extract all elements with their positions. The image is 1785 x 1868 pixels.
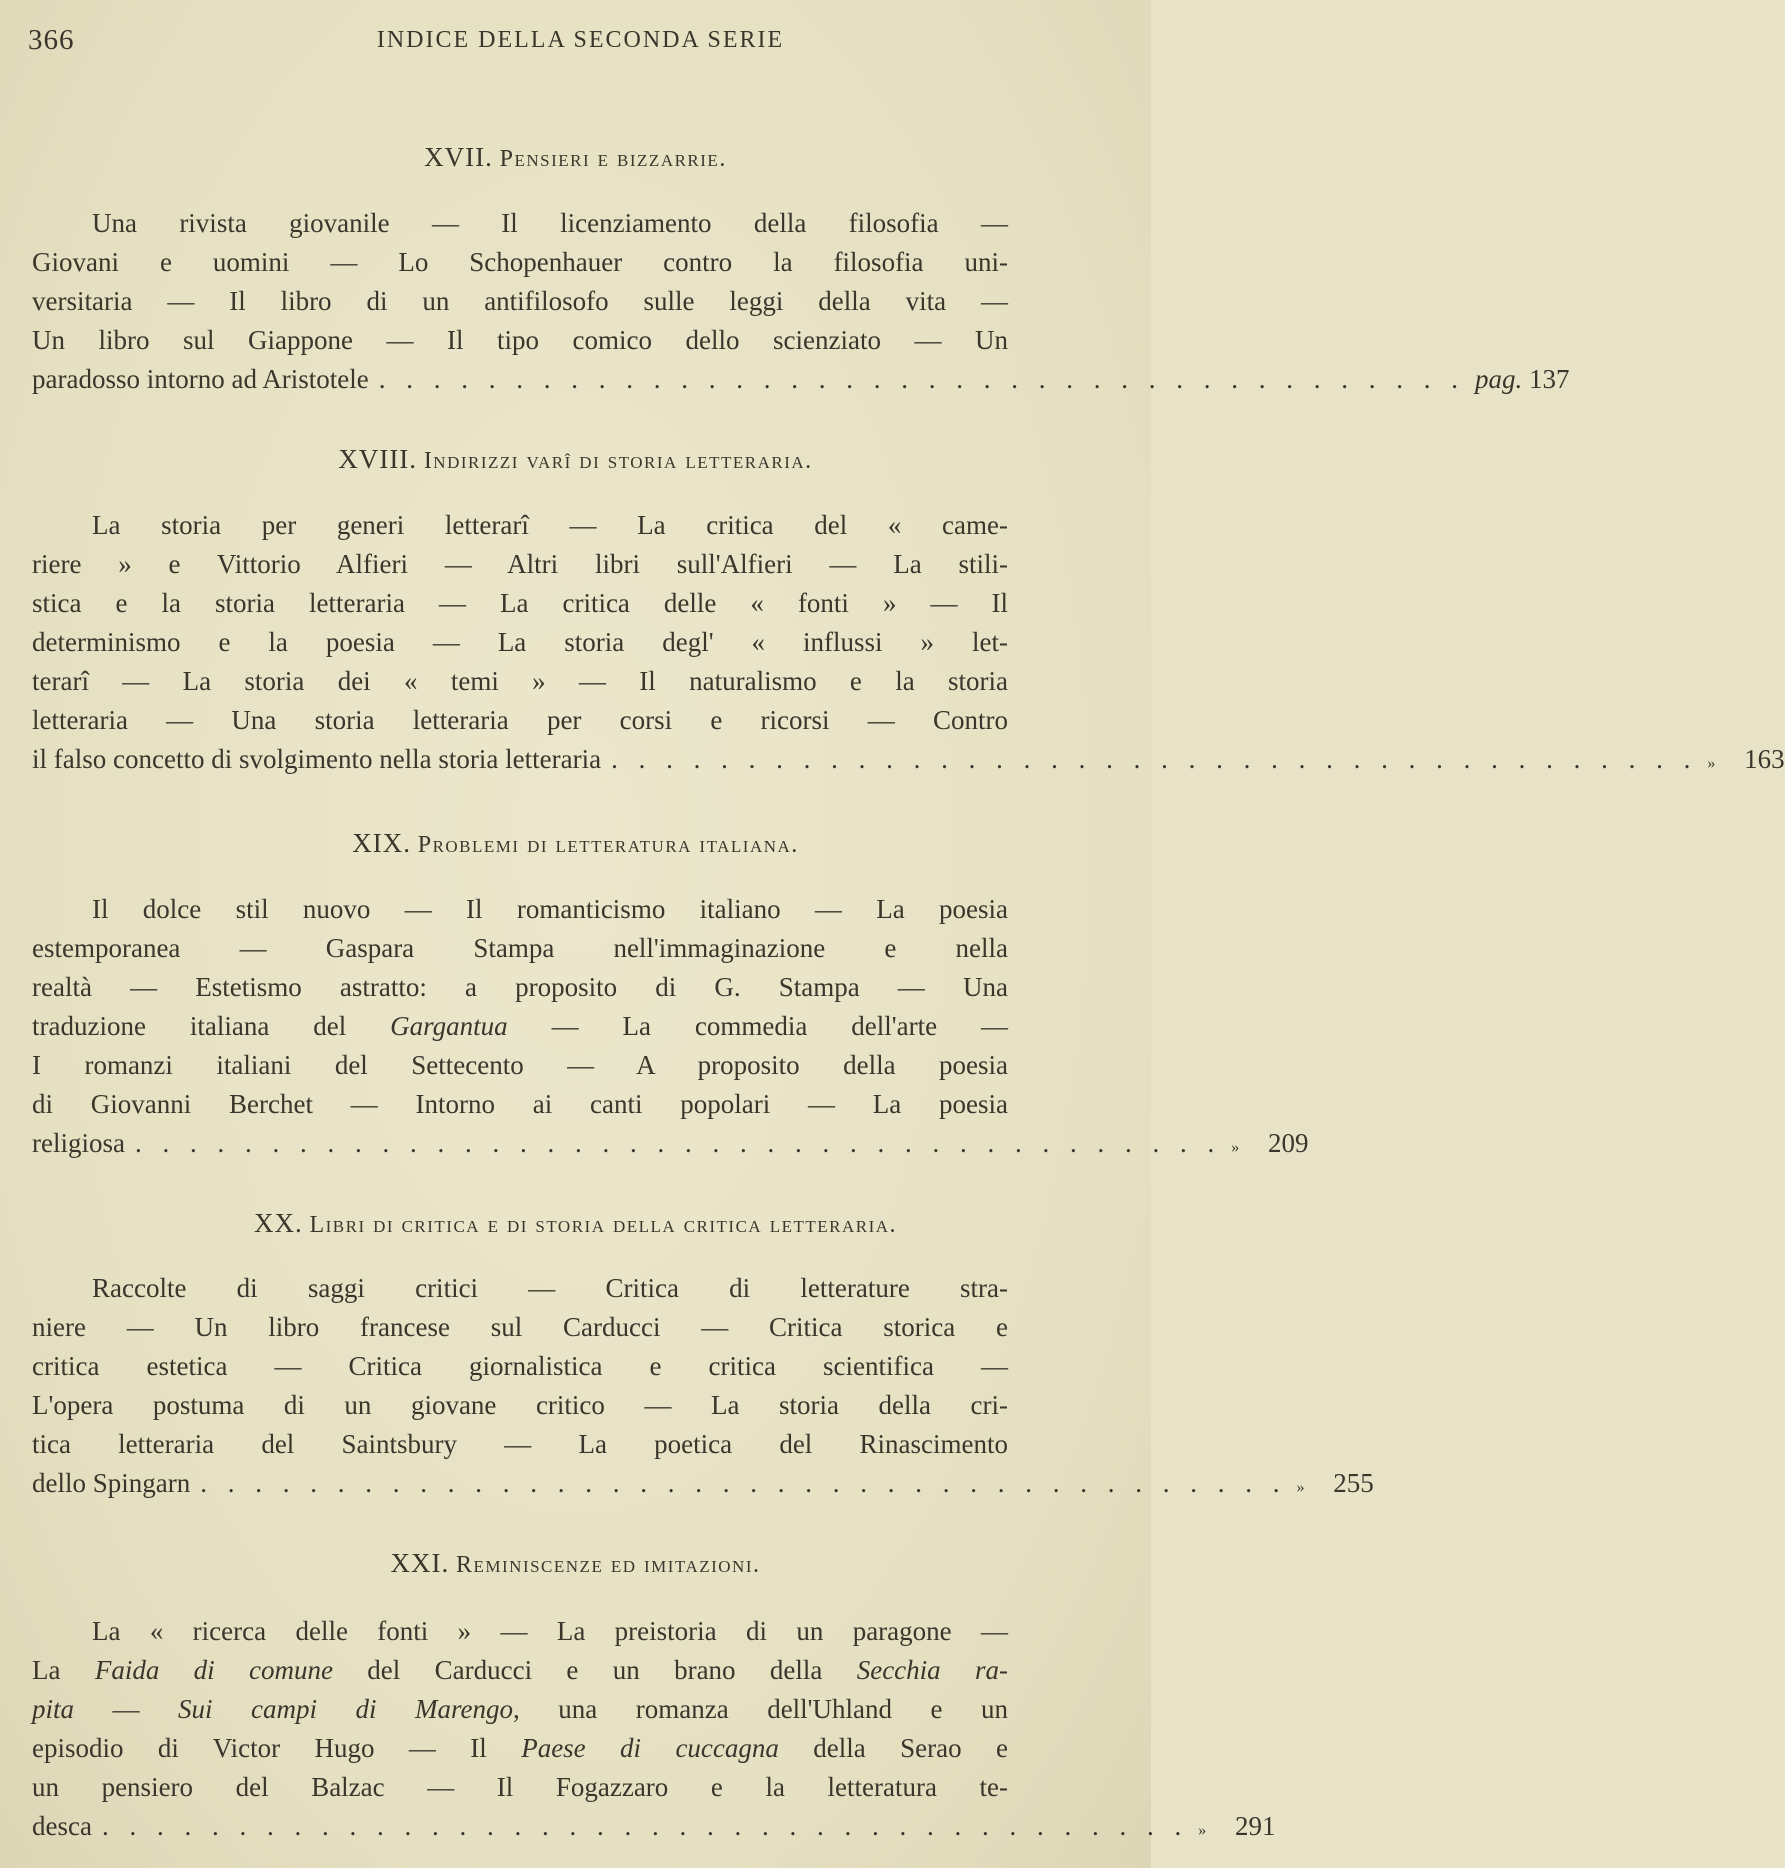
- section-title: Pensieri e bizzarrie.: [499, 146, 727, 172]
- page-reference-mark: »: [1231, 1139, 1240, 1156]
- toc-entry-line: [32, 361, 1570, 397]
- line-text: [32, 1387, 1008, 1423]
- line-text: [32, 322, 1008, 358]
- text-segment: della Serao e: [778, 1733, 1009, 1763]
- text-segment: Il dolce stil nuovo — Il romanticismo italiano — La poesia: [92, 894, 1008, 924]
- section-numeral: XIX.: [352, 828, 411, 858]
- text-segment: realtà — Estetismo astratto: a proposito di G. Stampa — Una: [32, 972, 1008, 1002]
- toc-entry-line: [32, 585, 1008, 621]
- section-numeral: XXI.: [390, 1548, 450, 1578]
- line-text: [32, 1652, 1008, 1688]
- text-segment: critica estetica — Critica giornalistica e critica scientifica —: [32, 1351, 1008, 1381]
- toc-entry-line: [32, 244, 1008, 280]
- line-text: [32, 244, 1008, 280]
- toc-entry-line: [32, 1769, 1008, 1805]
- page-number: 366: [28, 24, 75, 56]
- text-segment: niere — Un libro francese sul Carducci — Critica storica e: [32, 1312, 1008, 1342]
- line-text: [32, 1730, 1008, 1766]
- line-text: [32, 930, 1008, 966]
- dot-leader: . . . . . . . . . . . . . . . . . . . . . . . . . . . . . . . . . . . . . . . .: [200, 1468, 1287, 1498]
- text-segment: I romanzi italiani del Settecento — A proposito della poesia: [32, 1050, 1008, 1080]
- toc-entry-line: [32, 969, 1008, 1005]
- line-text: [92, 891, 1008, 927]
- page-number-ref: 255: [1333, 1468, 1374, 1498]
- toc-entry-line: [32, 741, 1785, 777]
- page-reference-mark: »: [1198, 1822, 1207, 1839]
- page-reference: [1188, 1808, 1275, 1844]
- toc-entry-line: [92, 1270, 1008, 1306]
- line-text: [32, 1008, 1008, 1044]
- toc-entry-line: [32, 1730, 1008, 1766]
- text-segment: un pensiero del Balzac — Il Fogazzaro e la letteratura te-: [32, 1772, 1008, 1802]
- page-reference-mark: »: [1296, 1479, 1305, 1496]
- text-segment: terarî — La storia dei « temi » — Il naturalismo e la storia: [32, 666, 1008, 696]
- line-text: [92, 1270, 1008, 1306]
- line-text: [92, 507, 1008, 543]
- line-text: [32, 1426, 1008, 1462]
- text-segment: religiosa: [32, 1128, 125, 1158]
- toc-entry-line: [32, 1047, 1008, 1083]
- text-segment: dello Spingarn: [32, 1468, 191, 1498]
- dot-leader: . . . . . . . . . . . . . . . . . . . . . . . . . . . . . . . . . . . . . . . .: [101, 1811, 1189, 1841]
- section-heading: [0, 1548, 1151, 1579]
- toc-entry-line: [32, 663, 1008, 699]
- toc-entry-line: [32, 1808, 1276, 1844]
- text-segment: determinismo e la poesia — La storia degl' « influssi » let-: [32, 627, 1008, 657]
- page-number-ref: 163: [1744, 744, 1785, 774]
- line-text: [92, 205, 1008, 241]
- toc-entry-line: [32, 1387, 1008, 1423]
- toc-entry-line: [32, 702, 1008, 738]
- toc-entry-line: [32, 930, 1008, 966]
- section-title: Problemi di letteratura italiana.: [417, 832, 799, 858]
- section-title: Libri di critica e di storia della critica letteraria.: [309, 1212, 898, 1238]
- text-segment: del Carducci e un brano della: [332, 1655, 857, 1685]
- text-segment: tica letteraria del Saintsbury — La poetica del Rinascimento: [32, 1429, 1008, 1459]
- toc-entry-line: [32, 1691, 1008, 1727]
- text-segment: Raccolte di saggi critici — Critica di letterature stra-: [92, 1273, 1008, 1303]
- dot-leader: . . . . . . . . . . . . . . . . . . . . . . . . . . . . . . . . . . . . . . . .: [611, 744, 1698, 774]
- line-text: [32, 1309, 1008, 1345]
- line-text: [32, 663, 1008, 699]
- text-segment: di Giovanni Berchet — Intorno ai canti popolari — La poesia: [32, 1089, 1008, 1119]
- line-text: [32, 1769, 1008, 1805]
- line-text: [32, 741, 601, 777]
- toc-entry-line: [32, 283, 1008, 319]
- italic-title: Secchia ra-: [856, 1655, 1009, 1685]
- toc-entry-line: [92, 205, 1008, 241]
- section-numeral: XVII.: [424, 142, 493, 172]
- italic-title: Gargantua: [390, 1011, 508, 1041]
- toc-entry-line: [32, 1008, 1008, 1044]
- italic-title: Sui campi di Marengo: [178, 1694, 514, 1724]
- toc-entry-line: [32, 546, 1008, 582]
- toc-entry-line: [32, 1426, 1008, 1462]
- page-reference: [1697, 741, 1784, 777]
- toc-entry-line: [32, 1652, 1008, 1688]
- text-segment: Giovani e uomini — Lo Schopenhauer contro la filosofia uni-: [32, 247, 1008, 277]
- toc-entry-line: [32, 1465, 1374, 1501]
- toc-entry-line: [92, 891, 1008, 927]
- line-text: [32, 702, 1008, 738]
- text-segment: letteraria — Una storia letteraria per corsi e ricorsi — Contro: [32, 705, 1008, 735]
- line-text: [32, 1348, 1008, 1384]
- italic-title: pita: [32, 1694, 75, 1724]
- line-text: [32, 546, 1008, 582]
- text-segment: , una romanza dell'Uhland e un: [513, 1694, 1009, 1724]
- toc-entry-line: [92, 507, 1008, 543]
- text-segment: La storia per generi letterarî — La critica del « came-: [92, 510, 1008, 540]
- section-title: Reminiscenze ed imitazioni.: [456, 1552, 761, 1578]
- toc-entry-line: [32, 624, 1008, 660]
- page-number-ref: 291: [1234, 1811, 1276, 1841]
- text-segment: La: [32, 1655, 95, 1685]
- text-segment: stica e la storia letteraria — La critica delle « fonti » — Il: [32, 588, 1008, 618]
- text-segment: riere » e Vittorio Alfieri — Altri libri sull'Alfieri — La stili-: [32, 549, 1008, 579]
- line-text: [32, 1465, 190, 1501]
- section-title: Indirizzi varî di storia letteraria.: [423, 448, 813, 474]
- running-header: INDICE DELLA SECONDA SERIE: [376, 27, 785, 53]
- line-text: [92, 1613, 1008, 1649]
- page-number-ref: 209: [1267, 1128, 1309, 1158]
- section-heading: [0, 444, 1151, 475]
- text-segment: paradosso intorno ad Aristotele: [32, 364, 369, 394]
- text-segment: il falso concetto di svolgimento nella storia letteraria: [32, 744, 602, 774]
- toc-entry-line: [32, 1309, 1008, 1345]
- line-text: [32, 361, 369, 397]
- text-segment: versitaria — Il libro di un antifilosofo sulle leggi della vita —: [32, 286, 1008, 316]
- page-reference-mark: pag.: [1474, 364, 1523, 394]
- dot-leader: . . . . . . . . . . . . . . . . . . . . . . . . . . . . . . . . . . . . . . . .: [134, 1128, 1222, 1158]
- page-number-ref: 137: [1528, 364, 1570, 394]
- section-heading: [0, 142, 1151, 173]
- page-reference: [1465, 361, 1570, 397]
- section-heading: [0, 1208, 1151, 1239]
- line-text: [32, 1086, 1008, 1122]
- line-text: [32, 1125, 125, 1161]
- toc-entry-line: [92, 1613, 1008, 1649]
- text-segment: desca: [32, 1811, 92, 1841]
- dot-leader: . . . . . . . . . . . . . . . . . . . . . . . . . . . . . . . . . . . . . . . .: [378, 364, 1465, 394]
- text-segment: estemporanea — Gaspara Stampa nell'immaginazione e nella: [32, 933, 1008, 963]
- page-reference: [1221, 1125, 1308, 1161]
- section-numeral: XX.: [253, 1208, 303, 1238]
- text-segment: — La commedia dell'arte —: [507, 1011, 1009, 1041]
- text-segment: —: [74, 1694, 179, 1724]
- text-segment: episodio di Victor Hugo — Il: [32, 1733, 522, 1763]
- text-segment: La « ricerca delle fonti » — La preistoria di un paragone —: [92, 1616, 1008, 1646]
- section-heading: [0, 828, 1151, 859]
- line-text: [32, 1691, 1008, 1727]
- italic-title: Faida di comune: [94, 1655, 333, 1685]
- toc-entry-line: [32, 1348, 1008, 1384]
- text-segment: Una rivista giovanile — Il licenziamento della filosofia —: [92, 208, 1008, 238]
- line-text: [32, 1047, 1008, 1083]
- toc-entry-line: [32, 322, 1008, 358]
- text-segment: Un libro sul Giappone — Il tipo comico dello scienziato — Un: [32, 325, 1008, 355]
- page-reference-mark: »: [1707, 755, 1716, 772]
- line-text: [32, 1808, 92, 1844]
- section-numeral: XVIII.: [338, 444, 418, 474]
- line-text: [32, 969, 1008, 1005]
- line-text: [32, 585, 1008, 621]
- toc-entry-line: [32, 1125, 1309, 1161]
- line-text: [32, 283, 1008, 319]
- page-reference: [1286, 1465, 1373, 1501]
- italic-title: Paese di cuccagna: [521, 1733, 779, 1763]
- text-segment: L'opera postuma di un giovane critico — La storia della cri-: [32, 1390, 1008, 1420]
- toc-entry-line: [32, 1086, 1008, 1122]
- text-segment: traduzione italiana del: [32, 1011, 391, 1041]
- line-text: [32, 624, 1008, 660]
